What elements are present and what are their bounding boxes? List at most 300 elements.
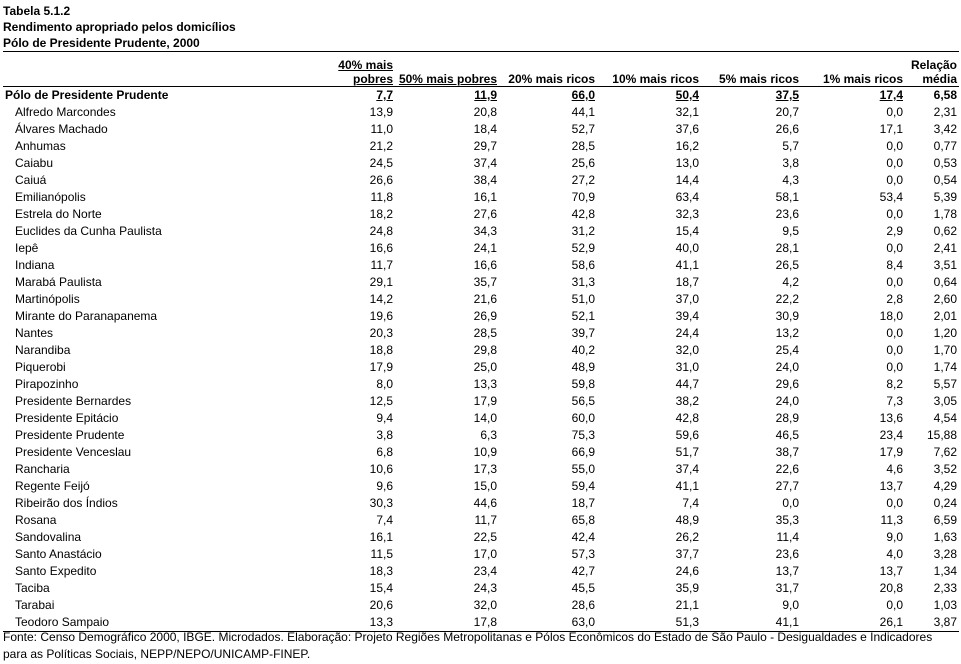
- cell: 42,8: [675, 411, 699, 425]
- cell: 56,5: [571, 394, 595, 408]
- cell: 38,2: [675, 394, 699, 408]
- cell: 7,7: [376, 88, 393, 102]
- cell: 4,0: [886, 547, 903, 561]
- table-row: [3, 478, 959, 495]
- cell: 26,6: [775, 122, 799, 136]
- row-name: Tarabai: [15, 598, 55, 612]
- cell: 50,4: [675, 88, 699, 102]
- table-row: [3, 342, 959, 359]
- cell: 18,0: [879, 309, 903, 323]
- header-50-pobres: 50% mais pobres: [395, 52, 499, 87]
- cell: 20,7: [775, 105, 799, 119]
- cell: 63,0: [499, 614, 597, 632]
- cell: 2,8: [886, 292, 903, 306]
- cell: 13,2: [775, 326, 799, 340]
- cell: 31,0: [675, 360, 699, 374]
- table-row: [3, 308, 959, 325]
- cell: 0,64: [933, 275, 957, 289]
- cell: 37,4: [675, 462, 699, 476]
- cell: 4,2: [782, 275, 799, 289]
- cell: 22,2: [775, 292, 799, 306]
- cell: 15,88: [926, 428, 957, 442]
- cell: 37,4: [473, 156, 497, 170]
- cell: 0,0: [886, 275, 903, 289]
- cell: 55,0: [571, 462, 595, 476]
- cell: 41,1: [675, 258, 699, 272]
- table-row: [3, 104, 959, 121]
- cell: 0,0: [886, 139, 903, 153]
- cell: 6,58: [933, 88, 957, 102]
- cell: 0,0: [886, 156, 903, 170]
- cell: 18,4: [473, 122, 497, 136]
- cell: 24,0: [775, 360, 799, 374]
- row-name: Indiana: [15, 258, 55, 272]
- cell: 35,3: [775, 513, 799, 527]
- cell: 66,0: [571, 88, 595, 102]
- table-row: [3, 410, 959, 427]
- cell: 29,1: [369, 275, 393, 289]
- table-subtitle: Rendimento apropriado pelos domicílios: [3, 20, 236, 34]
- row-name: Caiuá: [15, 173, 47, 187]
- cell: 9,4: [376, 411, 393, 425]
- cell: 3,8: [376, 428, 393, 442]
- cell: 0,77: [933, 139, 957, 153]
- table-row: [3, 563, 959, 580]
- cell: 17,4: [879, 88, 903, 102]
- cell: 31,7: [775, 581, 799, 595]
- row-name: Mirante do Paranapanema: [15, 309, 158, 323]
- row-name: Sandovalina: [15, 530, 82, 544]
- cell: 58,1: [775, 190, 799, 204]
- cell: 20,6: [369, 598, 393, 612]
- row-name: Rancharia: [15, 462, 70, 476]
- row-name: Anhumas: [15, 139, 66, 153]
- header-10-ricos: 10% mais ricos: [597, 52, 701, 87]
- cell: 7,62: [933, 445, 957, 459]
- cell: 32,1: [675, 105, 699, 119]
- cell: 28,5: [473, 326, 497, 340]
- row-name: Pirapozinho: [15, 377, 79, 391]
- cell: 37,5: [775, 88, 799, 102]
- cell: 0,0: [886, 207, 903, 221]
- cell: 10,9: [473, 445, 497, 459]
- table-row: [3, 223, 959, 240]
- cell: 40,0: [675, 241, 699, 255]
- cell: 28,5: [571, 139, 595, 153]
- cell: 6,59: [933, 513, 957, 527]
- row-name: Estrela do Norte: [15, 207, 102, 221]
- cell: 22,5: [473, 530, 497, 544]
- cell: 17,3: [473, 462, 497, 476]
- row-name: Euclides da Cunha Paulista: [15, 224, 162, 238]
- cell: 31,3: [571, 275, 595, 289]
- cell: 3,87: [905, 614, 959, 632]
- cell: 0,62: [933, 224, 957, 238]
- cell: 26,9: [473, 309, 497, 323]
- cell: 46,5: [775, 428, 799, 442]
- cell: 1,70: [933, 343, 957, 357]
- cell: 24,1: [473, 241, 497, 255]
- table-row: [3, 155, 959, 172]
- table-row: [3, 189, 959, 206]
- cell: 51,7: [675, 445, 699, 459]
- table-row: [3, 580, 959, 597]
- cell: 30,9: [775, 309, 799, 323]
- cell: 44,6: [473, 496, 497, 510]
- cell: 13,7: [775, 564, 799, 578]
- cell: 11,7: [474, 513, 497, 527]
- header-5-ricos: 5% mais ricos: [701, 52, 801, 87]
- table-row: [3, 274, 959, 291]
- header-20-ricos: 20% mais ricos: [499, 52, 597, 87]
- row-name: Marabá Paulista: [15, 275, 102, 289]
- cell: 1,63: [933, 530, 957, 544]
- cell: 15,0: [473, 479, 497, 493]
- cell: 14,2: [369, 292, 393, 306]
- cell: 0,53: [933, 156, 957, 170]
- cell: 0,0: [886, 173, 903, 187]
- cell: 11,3: [880, 513, 903, 527]
- row-name: Presidente Venceslau: [15, 445, 132, 459]
- table-row: [3, 444, 959, 461]
- cell: 26,5: [775, 258, 799, 272]
- cell: 11,5: [370, 547, 393, 561]
- cell: 13,9: [369, 105, 393, 119]
- cell: 0,0: [886, 360, 903, 374]
- cell: 17,0: [473, 547, 497, 561]
- cell: 0,24: [933, 496, 957, 510]
- row-name: Caiabu: [15, 156, 54, 170]
- cell: 1,20: [933, 326, 957, 340]
- cell: 17,8: [395, 614, 499, 632]
- cell: 16,6: [369, 241, 393, 255]
- cell: 11,7: [370, 258, 393, 272]
- cell: 18,2: [369, 207, 393, 221]
- cell: 44,7: [675, 377, 699, 391]
- row-name: Iepê: [15, 241, 39, 255]
- cell: 6,3: [480, 428, 497, 442]
- cell: 25,0: [473, 360, 497, 374]
- cell: 11,8: [370, 190, 393, 204]
- cell: 70,9: [571, 190, 595, 204]
- table-row: [3, 325, 959, 342]
- row-name: Emilianópolis: [15, 190, 86, 204]
- cell: 23,6: [775, 547, 799, 561]
- table-title-block: [3, 3, 236, 51]
- cell: 37,6: [675, 122, 699, 136]
- cell: 12,5: [369, 394, 393, 408]
- cell: 25,4: [775, 343, 799, 357]
- cell: 22,6: [775, 462, 799, 476]
- table-row: [3, 376, 959, 393]
- cell: 2,31: [933, 105, 957, 119]
- cell: 40,2: [571, 343, 595, 357]
- cell: 8,0: [376, 377, 393, 391]
- cell: 23,4: [879, 428, 903, 442]
- cell: 24,5: [369, 156, 393, 170]
- cell: 53,4: [879, 190, 903, 204]
- cell: 13,6: [879, 411, 903, 425]
- cell: 58,6: [571, 258, 595, 272]
- cell: 3,51: [933, 258, 957, 272]
- cell: 38,7: [775, 445, 799, 459]
- table-row: [3, 393, 959, 410]
- cell: 39,4: [675, 309, 699, 323]
- cell: 2,60: [933, 292, 957, 306]
- cell: 13,3: [473, 377, 497, 391]
- cell: 0,54: [933, 173, 957, 187]
- cell: 24,3: [473, 581, 497, 595]
- table-body: [3, 87, 959, 632]
- cell: 51,0: [571, 292, 595, 306]
- cell: 57,3: [571, 547, 595, 561]
- cell: 13,7: [879, 564, 903, 578]
- cell: 9,0: [886, 530, 903, 544]
- table-row: [3, 427, 959, 444]
- table-row: [3, 121, 959, 138]
- table-row: [3, 597, 959, 614]
- cell: 4,6: [886, 462, 903, 476]
- row-name: Narandiba: [15, 343, 71, 357]
- cell: 0,0: [886, 105, 903, 119]
- cell: 38,4: [473, 173, 497, 187]
- cell: 29,7: [473, 139, 497, 153]
- cell: 3,8: [782, 156, 799, 170]
- cell: 13,7: [879, 479, 903, 493]
- source-note: Fonte: Censo Demográfico 2000, IBGE. Microdados. Elaboração: Projeto Regiões Metropolitanas e Pólos Econômicos do Estado de São Paulo - Desigualdades e Indicadores para as Políticas Sociais, NEPP/NEPO/UNICAMP-FINEP.: [3, 630, 933, 661]
- cell: 18,8: [369, 343, 393, 357]
- cell: 42,8: [571, 207, 595, 221]
- row-name: Rosana: [15, 513, 57, 527]
- cell: 24,6: [675, 564, 699, 578]
- cell: 7,3: [886, 394, 903, 408]
- cell: 0,0: [782, 496, 799, 510]
- cell: 13,0: [675, 156, 699, 170]
- cell: 24,0: [775, 394, 799, 408]
- table-number: Tabela 5.1.2: [3, 4, 71, 18]
- cell: 35,9: [675, 581, 699, 595]
- cell: 15,4: [369, 581, 393, 595]
- cell: 27,2: [571, 173, 595, 187]
- cell: 59,4: [571, 479, 595, 493]
- table-row: [3, 495, 959, 512]
- cell: 17,9: [879, 445, 903, 459]
- cell: 28,9: [775, 411, 799, 425]
- cell: 4,54: [933, 411, 957, 425]
- cell: 26,2: [675, 530, 699, 544]
- cell: 18,7: [675, 275, 699, 289]
- cell: 4,3: [782, 173, 799, 187]
- cell: 51,3: [597, 614, 701, 632]
- cell: 23,6: [775, 207, 799, 221]
- header-row: [3, 52, 959, 87]
- row-name: Regente Feijó: [15, 479, 90, 493]
- cell: 27,6: [473, 207, 497, 221]
- cell: 1,34: [933, 564, 957, 578]
- cell: 11,4: [776, 530, 799, 544]
- cell: 29,8: [473, 343, 497, 357]
- cell: 2,01: [933, 309, 957, 323]
- cell: 3,52: [933, 462, 957, 476]
- cell: 5,57: [933, 377, 957, 391]
- cell: 1,74: [933, 360, 957, 374]
- table-row: [3, 206, 959, 223]
- cell: 21,6: [473, 292, 497, 306]
- cell: 10,6: [369, 462, 393, 476]
- row-name: Martinópolis: [15, 292, 80, 306]
- cell: 60,0: [571, 411, 595, 425]
- cell: 29,6: [775, 377, 799, 391]
- cell: 52,1: [571, 309, 595, 323]
- cell: 0,0: [886, 598, 903, 612]
- cell: 11,0: [370, 122, 393, 136]
- cell: 16,1: [473, 190, 497, 204]
- cell: 3,05: [933, 394, 957, 408]
- cell: 42,4: [571, 530, 595, 544]
- header-relacao-media: Relação média: [905, 52, 959, 87]
- header-municipio: [3, 52, 293, 87]
- cell: 15,4: [675, 224, 699, 238]
- header-1-ricos: 1% mais ricos: [801, 52, 905, 87]
- cell: 0,0: [886, 343, 903, 357]
- cell: 31,2: [571, 224, 595, 238]
- cell: 32,3: [675, 207, 699, 221]
- cell: 1,03: [933, 598, 957, 612]
- cell: 41,1: [675, 479, 699, 493]
- cell: 19,6: [369, 309, 393, 323]
- row-name: Ribeirão dos Índios: [15, 496, 118, 510]
- cell: 23,4: [473, 564, 497, 578]
- cell: 11,9: [474, 88, 497, 102]
- cell: 28,1: [775, 241, 799, 255]
- table-row: [3, 359, 959, 376]
- cell: 2,41: [933, 241, 957, 255]
- row-name: Álvares Machado: [15, 122, 108, 136]
- cell: 8,2: [886, 377, 903, 391]
- cell: 75,3: [571, 428, 595, 442]
- table-subtitle-region: Pólo de Presidente Prudente, 2000: [3, 36, 200, 50]
- cell: 34,3: [473, 224, 497, 238]
- cell: 63,4: [675, 190, 699, 204]
- cell: 30,3: [369, 496, 393, 510]
- cell: 18,3: [369, 564, 393, 578]
- cell: 7,4: [682, 496, 699, 510]
- row-name: Nantes: [15, 326, 54, 340]
- cell: 48,9: [571, 360, 595, 374]
- cell: 4,29: [933, 479, 957, 493]
- table-row: [3, 172, 959, 189]
- cell: 59,6: [675, 428, 699, 442]
- cell: 42,7: [571, 564, 595, 578]
- row-name: Presidente Epitácio: [15, 411, 119, 425]
- cell: 28,6: [571, 598, 595, 612]
- header-40-pobres: 40% mais pobres: [293, 52, 395, 87]
- cell: 32,0: [473, 598, 497, 612]
- cell: 16,2: [675, 139, 699, 153]
- cell: 48,9: [675, 513, 699, 527]
- cell: 20,3: [369, 326, 393, 340]
- cell: 3,42: [933, 122, 957, 136]
- cell: 9,5: [782, 224, 799, 238]
- cell: 9,0: [782, 598, 799, 612]
- cell: 52,9: [571, 241, 595, 255]
- table-row: [3, 257, 959, 274]
- cell: 5,7: [782, 139, 799, 153]
- income-table: [3, 51, 959, 632]
- table-row: [3, 240, 959, 257]
- cell: 27,7: [775, 479, 799, 493]
- table-row: [3, 291, 959, 308]
- cell: 8,4: [886, 258, 903, 272]
- cell: 16,6: [473, 258, 497, 272]
- cell: 1,78: [933, 207, 957, 221]
- row-name: Presidente Bernardes: [15, 394, 132, 408]
- cell: 17,9: [369, 360, 393, 374]
- cell: 20,8: [473, 105, 497, 119]
- row-name: Pólo de Presidente Prudente: [5, 88, 169, 102]
- cell: 20,8: [879, 581, 903, 595]
- row-name: Santo Expedito: [15, 564, 97, 578]
- cell: 65,8: [571, 513, 595, 527]
- cell: 21,1: [675, 598, 699, 612]
- row-name: Presidente Prudente: [15, 428, 125, 442]
- cell: 24,4: [675, 326, 699, 340]
- cell: 5,39: [933, 190, 957, 204]
- table-row-total: [3, 87, 959, 105]
- cell: 0,0: [886, 241, 903, 255]
- cell: 45,5: [571, 581, 595, 595]
- cell: 17,1: [879, 122, 903, 136]
- cell: 37,7: [675, 547, 699, 561]
- cell: 9,6: [376, 479, 393, 493]
- cell: 13,3: [293, 614, 395, 632]
- cell: 32,0: [675, 343, 699, 357]
- cell: 17,9: [473, 394, 497, 408]
- cell: 14,0: [473, 411, 497, 425]
- cell: 59,8: [571, 377, 595, 391]
- cell: 14,4: [675, 173, 699, 187]
- cell: 25,6: [571, 156, 595, 170]
- cell: 26,1: [801, 614, 905, 632]
- cell: 44,1: [571, 105, 595, 119]
- row-name: Alfredo Marcondes: [15, 105, 116, 119]
- cell: 37,0: [675, 292, 699, 306]
- table-row: [3, 512, 959, 529]
- row-name: Santo Anastácio: [15, 547, 102, 561]
- cell: 26,6: [369, 173, 393, 187]
- cell: 24,8: [369, 224, 393, 238]
- row-name: Piquerobi: [15, 360, 66, 374]
- table-row: [3, 546, 959, 563]
- cell: 41,1: [701, 614, 801, 632]
- cell: 6,8: [376, 445, 393, 459]
- cell: 0,0: [886, 496, 903, 510]
- cell: 35,7: [473, 275, 497, 289]
- cell: 3,28: [933, 547, 957, 561]
- cell: 0,0: [886, 326, 903, 340]
- table-row: [3, 461, 959, 478]
- table-row: [3, 138, 959, 155]
- row-name: Taciba: [15, 581, 50, 595]
- table-row: [3, 529, 959, 546]
- cell: 66,9: [571, 445, 595, 459]
- cell: 7,4: [376, 513, 393, 527]
- cell: 2,9: [886, 224, 903, 238]
- cell: 16,1: [369, 530, 393, 544]
- cell: 21,2: [369, 139, 393, 153]
- cell: 2,33: [933, 581, 957, 595]
- cell: 52,7: [571, 122, 595, 136]
